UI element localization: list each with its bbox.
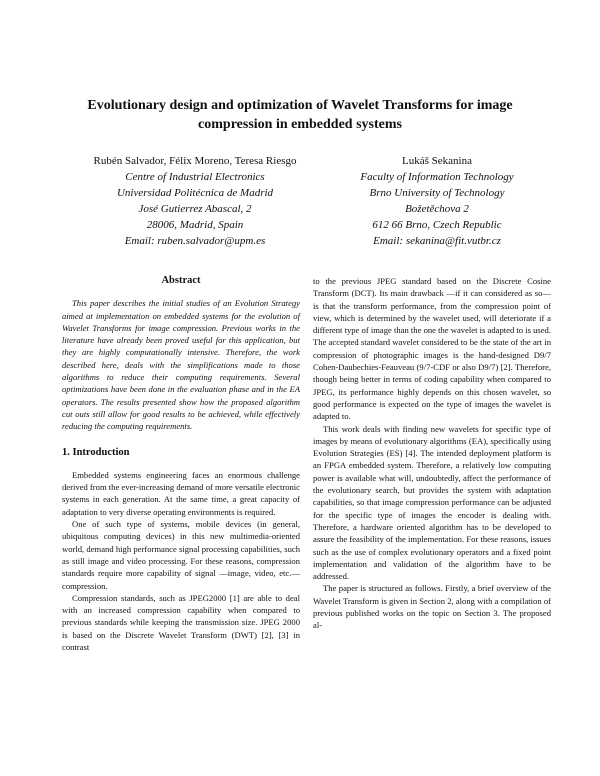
paragraph: Embedded systems engineering faces an enormous challenge derived from the ever-increasing demand of more versatile electronic systems in each generation. At the same time, a great capacity of adaptation to very diverse operating environments is required. <box>62 469 300 517</box>
paragraph: to the previous JPEG standard based on the Discrete Cosine Transform (DCT). Its main drawback —if it can considered as so— is that the transform performance, from the compression point of view, which is determined by the wavelet used, will deteriorate if a different type of image than the one the wavelet is adapted to is used. The accepted standard wavelet considered to be the state of the art in compression of photographic images is the hand-designed D9/7 Cohen-Daubechies-Feauveau (9/7-CDF or also D9/7) [2]. Therefore, though being better in terms of coding capability when compared to JPEG, its performance highly depends on this chosen wavelet, so good performance is expected on the type of images the wavelet is adapted to. <box>313 276 552 422</box>
affiliation-line: José Gutierrez Abascal, 2 <box>138 203 252 215</box>
paragraph: The paper is structured as follows. Firstly, a brief overview of the Wavelet Transform is given in Section 2, along with a compilation of previous published works on the topic on Section 3. The proposed al- <box>313 583 551 631</box>
affiliation-line: Centre of Industrial Electronics <box>125 171 265 183</box>
paragraph: One of such type of systems, mobile devices (in general, ubiquitous computing devices) in this new multimedia-oriented world, demand high performance signal processing capabilities, such as still image and video processing. For these reasons, compression standards require more capability of signal —image, video, etc.— compression. <box>62 519 300 591</box>
author-email: Email: ruben.salvador@upm.es <box>124 235 266 247</box>
paragraph: Compression standards, such as JPEG2000 [1] are able to deal with an increased compression capability when compared to previous standards while keeping the transmission size. JPEG 2000 is based on the Discrete Wavelet Transform (DWT) [2], [3] in contrast <box>62 592 300 653</box>
affiliation-line: 612 66 Brno, Czech Republic <box>372 219 502 231</box>
author-names: Lukáš Sekanina <box>402 155 472 167</box>
author-names: Rubén Salvador, Félix Moreno, Teresa Riesgo <box>93 155 297 167</box>
author-email: Email: sekanina@fit.vutbr.cz <box>373 235 501 247</box>
affiliation-line: Božetěchova 2 <box>405 203 469 215</box>
author-block-right <box>332 153 542 249</box>
paragraph: This work deals with finding new wavelets for specific type of images by means of evolutionary algorithms (EA), specifically using Evolution Strategies (ES) [4]. The intended deployment platform is an FPGA embedded system. Therefore, a relatively low computing power is available what will, undoubtedly, affect the performance of the evolutionary search, but provides the system with adaptation capabilities, so that image compression performance can be adjusted for the specific type of images the encoder is dealing with. Therefore, a hardware oriented algorithm has to be developed to assure the feasibility of the implementation. For these reasons, issues such as the use of complex evolutionary operators and a fixed point implementation and validation of the algorithm have to be addressed. <box>313 423 551 582</box>
left-column <box>62 275 300 653</box>
abstract-text: This paper describes the initial studies of an Evolution Strategy aimed at implementation on embedded systems for the evolution of Wavelet Transforms for image compression. Previous works in the literature have already been proved useful for this application, but they are highly computationally intensive. Therefore, the work described here, deals with the simplifications made to those algorithms to reduce their computing requirements. Several optimizations have been done in the evaluation phase and in the EA operators. The results presented show how the proposed algorithm cut outs still allow for good results to be achieved, while effectively reducing the computing requirements. <box>62 298 300 432</box>
affiliation-line: 28006, Madrid, Spain <box>146 219 244 231</box>
abstract-heading: Abstract <box>161 275 201 286</box>
author-block-left <box>60 153 330 249</box>
section-heading-introduction: 1. Introduction <box>62 446 130 458</box>
paper-title: Evolutionary design and optimization of Wavelet Transforms for image compression in embedded systems <box>87 98 513 132</box>
right-column <box>313 275 551 632</box>
affiliation-line: Faculty of Information Technology <box>360 171 514 183</box>
affiliation-line: Universidad Politécnica de Madrid <box>116 187 274 199</box>
affiliation-line: Brno University of Technology <box>369 187 505 199</box>
